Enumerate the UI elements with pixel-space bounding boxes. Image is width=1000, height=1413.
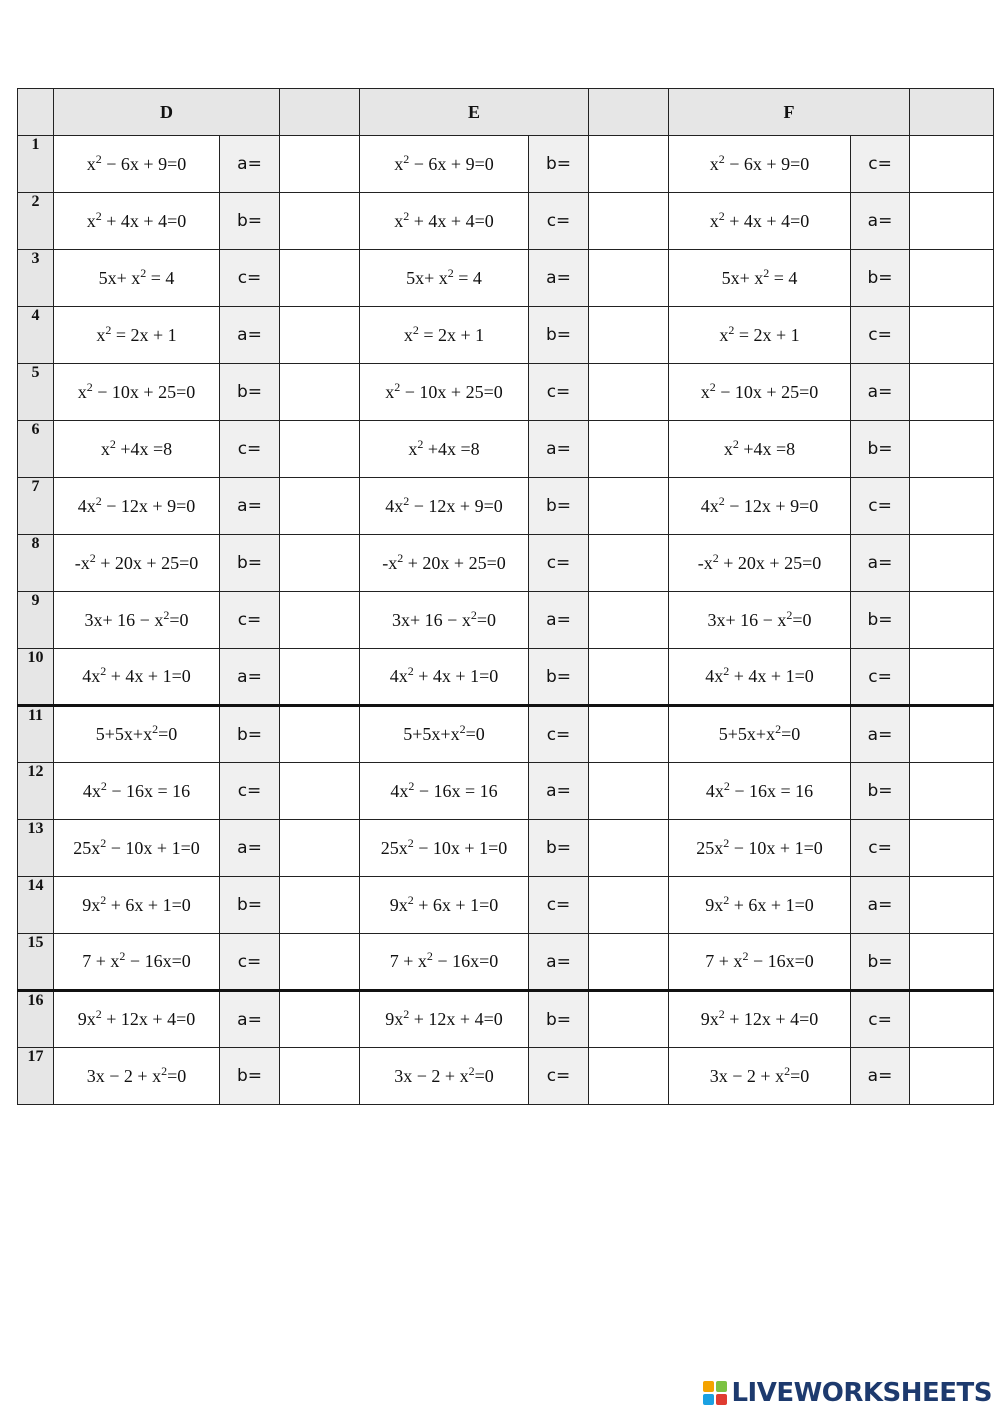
table-row <box>18 478 994 535</box>
coefficient-label-f: c= <box>851 136 910 193</box>
equation-d: $x^2 - 10x + 25=0$ <box>54 364 220 421</box>
coefficient-label-d: a= <box>220 820 280 877</box>
equation-f: $x^2 = 2x + 1$ <box>669 307 851 364</box>
answer-cell-e[interactable] <box>589 307 669 364</box>
table-row <box>18 706 994 763</box>
coefficient-label-e: c= <box>529 877 589 934</box>
table-row <box>18 592 994 649</box>
row-number: 16 <box>18 991 54 1048</box>
row-number: 2 <box>18 193 54 250</box>
equation-d: $25x^2 - 10x + 1=0$ <box>54 820 220 877</box>
table-row <box>18 364 994 421</box>
answer-cell-d[interactable] <box>280 307 360 364</box>
answer-cell-e[interactable] <box>589 763 669 820</box>
answer-cell-e[interactable] <box>589 934 669 991</box>
equation-d: $x^2 +4x =8$ <box>54 421 220 478</box>
coefficient-label-e: b= <box>529 991 589 1048</box>
equation-e: $x^2 = 2x + 1$ <box>360 307 529 364</box>
equation-e: $4x^2 + 4x + 1=0$ <box>360 649 529 706</box>
answer-cell-e[interactable] <box>589 421 669 478</box>
coefficient-label-d: a= <box>220 136 280 193</box>
answer-cell-d[interactable] <box>280 877 360 934</box>
answer-cell-d[interactable] <box>280 421 360 478</box>
coefficient-label-d: a= <box>220 307 280 364</box>
equation-f: $x^2 + 4x + 4=0$ <box>669 193 851 250</box>
row-number: 3 <box>18 250 54 307</box>
answer-cell-f[interactable] <box>910 820 994 877</box>
logo-square <box>716 1381 727 1392</box>
equation-d: $9x^2 + 12x + 4=0$ <box>54 991 220 1048</box>
equation-e: $x^2 +4x =8$ <box>360 421 529 478</box>
logo-square <box>703 1381 714 1392</box>
equation-f: $4x^2 - 12x + 9=0$ <box>669 478 851 535</box>
answer-cell-e[interactable] <box>589 193 669 250</box>
coefficient-label-e: a= <box>529 421 589 478</box>
coefficient-label-f: c= <box>851 820 910 877</box>
answer-cell-f[interactable] <box>910 991 994 1048</box>
answer-cell-d[interactable] <box>280 820 360 877</box>
coefficient-label-e: b= <box>529 649 589 706</box>
answer-cell-f[interactable] <box>910 136 994 193</box>
row-number: 12 <box>18 763 54 820</box>
equation-e: $x^2 - 6x + 9=0$ <box>360 136 529 193</box>
equation-d: $4x^2 - 12x + 9=0$ <box>54 478 220 535</box>
answer-cell-f[interactable] <box>910 250 994 307</box>
coefficient-label-d: b= <box>220 877 280 934</box>
answer-cell-e[interactable] <box>589 592 669 649</box>
equation-f: $5x+ x^2 = 4$ <box>669 250 851 307</box>
equation-d: $4x^2 + 4x + 1=0$ <box>54 649 220 706</box>
equation-f: $9x^2 + 12x + 4=0$ <box>669 991 851 1048</box>
coefficient-label-e: b= <box>529 820 589 877</box>
coefficient-label-e: a= <box>529 592 589 649</box>
answer-cell-d[interactable] <box>280 934 360 991</box>
coefficient-label-d: c= <box>220 250 280 307</box>
coefficient-label-f: a= <box>851 877 910 934</box>
coefficient-label-e: b= <box>529 307 589 364</box>
coefficient-label-d: a= <box>220 478 280 535</box>
coefficient-label-f: a= <box>851 364 910 421</box>
coefficient-label-e: a= <box>529 763 589 820</box>
coefficient-label-f: c= <box>851 991 910 1048</box>
row-number: 9 <box>18 592 54 649</box>
answer-cell-f[interactable] <box>910 934 994 991</box>
answer-cell-e[interactable] <box>589 649 669 706</box>
logo-text: LIVEWORKSHEETS <box>731 1378 992 1408</box>
answer-cell-d[interactable] <box>280 763 360 820</box>
coefficient-label-d: b= <box>220 364 280 421</box>
equation-f: $x^2 - 10x + 25=0$ <box>669 364 851 421</box>
coefficient-label-d: a= <box>220 991 280 1048</box>
equation-d: $x^2 - 6x + 9=0$ <box>54 136 220 193</box>
answer-cell-f[interactable] <box>910 193 994 250</box>
equation-e: $x^2 - 10x + 25=0$ <box>360 364 529 421</box>
answer-cell-d[interactable] <box>280 592 360 649</box>
table-row <box>18 250 994 307</box>
equation-f: $5+5x+x^2=0$ <box>669 706 851 763</box>
equation-d: $9x^2 + 6x + 1=0$ <box>54 877 220 934</box>
logo-icon <box>703 1381 727 1405</box>
answer-cell-e[interactable] <box>589 478 669 535</box>
row-number: 15 <box>18 934 54 991</box>
answer-cell-f[interactable] <box>910 706 994 763</box>
equation-e: $25x^2 - 10x + 1=0$ <box>360 820 529 877</box>
coefficient-label-f: b= <box>851 250 910 307</box>
worksheet-body <box>18 136 994 1105</box>
answer-cell-f[interactable] <box>910 592 994 649</box>
equation-e: $-x^2 + 20x + 25=0$ <box>360 535 529 592</box>
answer-cell-e[interactable] <box>589 1048 669 1105</box>
equation-f: $4x^2 + 4x + 1=0$ <box>669 649 851 706</box>
coefficient-label-e: a= <box>529 250 589 307</box>
column-header-f: F <box>669 89 910 136</box>
header-spacer <box>910 89 994 136</box>
coefficient-label-f: b= <box>851 592 910 649</box>
coefficient-label-f: b= <box>851 421 910 478</box>
table-row <box>18 649 994 706</box>
equation-e: $9x^2 + 12x + 4=0$ <box>360 991 529 1048</box>
answer-cell-e[interactable] <box>589 820 669 877</box>
row-number: 13 <box>18 820 54 877</box>
coefficient-label-d: c= <box>220 421 280 478</box>
coefficient-label-d: a= <box>220 649 280 706</box>
equation-f: $x^2 +4x =8$ <box>669 421 851 478</box>
coefficient-label-d: b= <box>220 193 280 250</box>
column-header-d: D <box>54 89 280 136</box>
equation-e: $4x^2 - 16x = 16$ <box>360 763 529 820</box>
equation-d: $5+5x+x^2=0$ <box>54 706 220 763</box>
answer-cell-e[interactable] <box>589 706 669 763</box>
equation-f: $7 + x^2 - 16x=0$ <box>669 934 851 991</box>
answer-cell-f[interactable] <box>910 535 994 592</box>
coefficient-label-d: c= <box>220 763 280 820</box>
equation-d: $3x - 2 + x^2=0$ <box>54 1048 220 1105</box>
coefficient-label-e: b= <box>529 136 589 193</box>
row-number: 1 <box>18 136 54 193</box>
answer-cell-d[interactable] <box>280 991 360 1048</box>
answer-cell-e[interactable] <box>589 877 669 934</box>
coefficient-label-e: a= <box>529 934 589 991</box>
answer-cell-d[interactable] <box>280 649 360 706</box>
answer-cell-d[interactable] <box>280 136 360 193</box>
equation-f: $-x^2 + 20x + 25=0$ <box>669 535 851 592</box>
coefficient-label-f: a= <box>851 535 910 592</box>
equation-f: $3x - 2 + x^2=0$ <box>669 1048 851 1105</box>
coefficient-label-e: c= <box>529 1048 589 1105</box>
row-number: 8 <box>18 535 54 592</box>
coefficient-label-d: b= <box>220 1048 280 1105</box>
equation-d: $4x^2 - 16x = 16$ <box>54 763 220 820</box>
coefficient-label-f: c= <box>851 649 910 706</box>
equation-e: $x^2 + 4x + 4=0$ <box>360 193 529 250</box>
logo-square <box>716 1394 727 1405</box>
row-number: 6 <box>18 421 54 478</box>
corner-cell <box>18 89 54 136</box>
answer-cell-e[interactable] <box>589 535 669 592</box>
equation-d: $5x+ x^2 = 4$ <box>54 250 220 307</box>
coefficient-label-f: c= <box>851 307 910 364</box>
row-number: 11 <box>18 706 54 763</box>
coefficient-label-d: b= <box>220 706 280 763</box>
equation-e: $5+5x+x^2=0$ <box>360 706 529 763</box>
equation-e: $5x+ x^2 = 4$ <box>360 250 529 307</box>
coefficient-label-f: a= <box>851 193 910 250</box>
equation-f: $9x^2 + 6x + 1=0$ <box>669 877 851 934</box>
coefficient-label-f: b= <box>851 763 910 820</box>
answer-cell-f[interactable] <box>910 421 994 478</box>
equation-f: $4x^2 - 16x = 16$ <box>669 763 851 820</box>
table-row <box>18 136 994 193</box>
coefficient-label-e: c= <box>529 364 589 421</box>
answer-cell-d[interactable] <box>280 364 360 421</box>
table-row <box>18 307 994 364</box>
coefficient-label-f: a= <box>851 706 910 763</box>
answer-cell-e[interactable] <box>589 136 669 193</box>
equation-e: $3x - 2 + x^2=0$ <box>360 1048 529 1105</box>
row-number: 17 <box>18 1048 54 1105</box>
row-number: 10 <box>18 649 54 706</box>
coefficient-label-f: c= <box>851 478 910 535</box>
answer-cell-f[interactable] <box>910 763 994 820</box>
logo-square <box>703 1394 714 1405</box>
answer-cell-f[interactable] <box>910 1048 994 1105</box>
coefficient-label-d: c= <box>220 934 280 991</box>
answer-cell-e[interactable] <box>589 364 669 421</box>
equation-e: $7 + x^2 - 16x=0$ <box>360 934 529 991</box>
equation-f: $x^2 - 6x + 9=0$ <box>669 136 851 193</box>
row-number: 7 <box>18 478 54 535</box>
equation-e: $3x+ 16 - x^2=0$ <box>360 592 529 649</box>
table-row <box>18 1048 994 1105</box>
answer-cell-d[interactable] <box>280 250 360 307</box>
answer-cell-f[interactable] <box>910 478 994 535</box>
equation-d: $3x+ 16 - x^2=0$ <box>54 592 220 649</box>
row-number: 5 <box>18 364 54 421</box>
answer-cell-f[interactable] <box>910 364 994 421</box>
coefficient-label-e: b= <box>529 478 589 535</box>
table-row <box>18 991 994 1048</box>
header-row <box>18 89 994 136</box>
equation-f: $3x+ 16 - x^2=0$ <box>669 592 851 649</box>
equation-f: $25x^2 - 10x + 1=0$ <box>669 820 851 877</box>
header-spacer <box>280 89 360 136</box>
table-row <box>18 421 994 478</box>
column-header-e: E <box>360 89 589 136</box>
table-row <box>18 820 994 877</box>
equation-d: $x^2 + 4x + 4=0$ <box>54 193 220 250</box>
answer-cell-d[interactable] <box>280 193 360 250</box>
equation-d: $7 + x^2 - 16x=0$ <box>54 934 220 991</box>
table-row <box>18 535 994 592</box>
answer-cell-d[interactable] <box>280 1048 360 1105</box>
coefficient-label-e: c= <box>529 193 589 250</box>
coefficient-label-d: c= <box>220 592 280 649</box>
equation-d: $-x^2 + 20x + 25=0$ <box>54 535 220 592</box>
table-row <box>18 193 994 250</box>
coefficient-label-f: a= <box>851 1048 910 1105</box>
worksheet-table <box>17 88 994 1105</box>
table-row <box>18 877 994 934</box>
answer-cell-e[interactable] <box>589 991 669 1048</box>
answer-cell-f[interactable] <box>910 307 994 364</box>
answer-cell-d[interactable] <box>280 535 360 592</box>
coefficient-label-d: b= <box>220 535 280 592</box>
coefficient-label-e: c= <box>529 706 589 763</box>
answer-cell-d[interactable] <box>280 706 360 763</box>
row-number: 14 <box>18 877 54 934</box>
table-row <box>18 763 994 820</box>
coefficient-label-f: b= <box>851 934 910 991</box>
coefficient-label-e: c= <box>529 535 589 592</box>
header-spacer <box>589 89 669 136</box>
answer-cell-d[interactable] <box>280 478 360 535</box>
equation-e: $4x^2 - 12x + 9=0$ <box>360 478 529 535</box>
answer-cell-f[interactable] <box>910 649 994 706</box>
equation-e: $9x^2 + 6x + 1=0$ <box>360 877 529 934</box>
answer-cell-e[interactable] <box>589 250 669 307</box>
row-number: 4 <box>18 307 54 364</box>
equation-d: $x^2 = 2x + 1$ <box>54 307 220 364</box>
liveworksheets-logo <box>703 1376 992 1410</box>
answer-cell-f[interactable] <box>910 877 994 934</box>
table-row <box>18 934 994 991</box>
